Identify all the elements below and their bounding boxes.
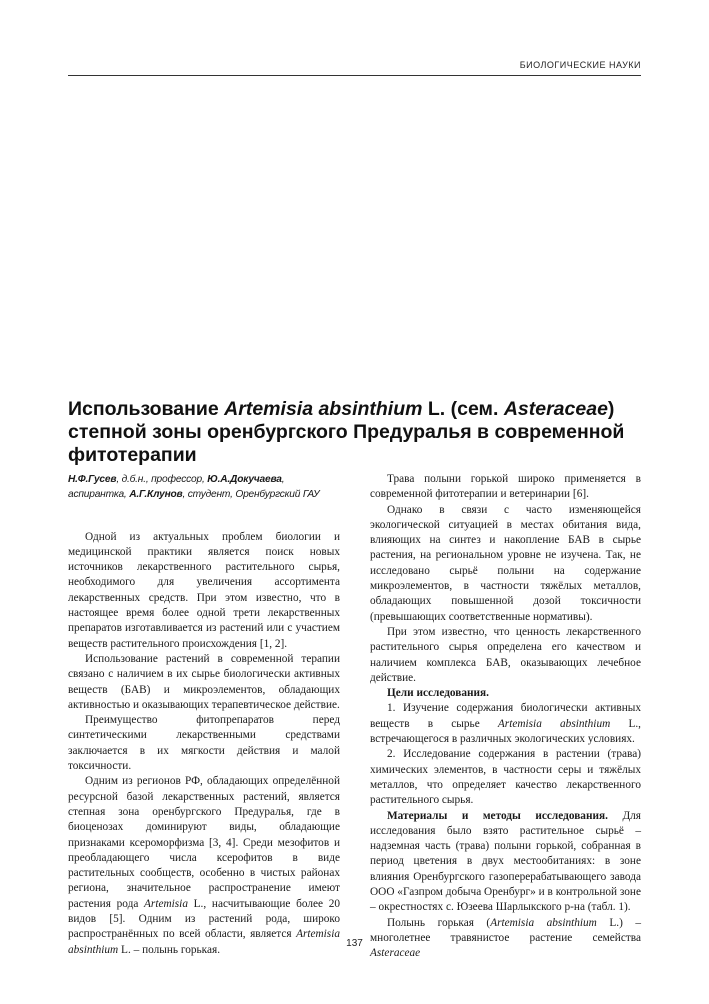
goal-item: 2. Исследование содержания в растении (трава) химических элементов, в частности серы и тяжёлых металлов, что определяет качество лекарственного растительного сырья. <box>370 748 641 807</box>
italic-term: Artemisia absinthium <box>68 928 340 956</box>
paragraph: Преимущество фитопрепаратов перед синтетическими лекарственными средствами заключается в их мягкости действия и малой токсичности. <box>68 714 340 773</box>
paragraph-text: L. – полынь горькая. <box>118 943 221 956</box>
section-label: БИОЛОГИЧЕСКИЕ НАУКИ <box>519 60 641 70</box>
page-number: 137 <box>346 938 363 949</box>
article-title <box>68 398 641 467</box>
paragraph-text: L., насчитывающие более 20 видов [5]. Одним из растений рода, широко распространённых по всей области, является <box>68 897 340 941</box>
right-column <box>370 472 641 962</box>
paragraph-text: Одним из регионов РФ, обладающих определённой ресурсной базой лекарственных растений, является степная зона оренбургского Предуралья, где в биоценозах доминируют виды, обладающие признаками ксероморфизма [3, 4]. Среди мезофитов и преобладающего числа ксерофитов в виде растительных сообществ, особенно в чистых районах региона, значительное распространение имеют растения рода <box>68 775 340 910</box>
methods-paragraph <box>370 809 641 916</box>
title-species-italic: Artemisia absinthium <box>224 398 423 420</box>
title-family-italic: Asteraceae <box>503 398 608 420</box>
author-name: А.Г.Клунов <box>129 489 183 501</box>
authors-line <box>68 472 340 503</box>
header-rule <box>68 75 641 76</box>
paragraph-text: 1. Изучение содержания биологически активных веществ в сырье <box>370 702 641 730</box>
author-name: Н.Ф.Гусев <box>68 474 117 485</box>
paragraph: Использование растений в современной терапии связано с наличием в их сырье биологически активных веществ (БАВ) и микроэлементов, обладающих активностью и оказывающих терапевтическое действие. <box>68 652 340 711</box>
italic-term: Artemisia <box>144 897 188 910</box>
author-affiliation: , д.б.н., профессор, <box>116 474 208 485</box>
author-affiliation: , студент, Оренбургский ГАУ <box>182 489 320 501</box>
title-text: L. (сем. <box>422 398 504 420</box>
italic-term: Asteraceae <box>370 947 421 960</box>
author-affiliation: , аспирантка, <box>68 474 285 501</box>
paragraph: При этом известно, что ценность лекарственного растительного сырья определена его качеством и наличием комплекса БАВ, оказывающих лечебное действие. <box>370 625 641 684</box>
paragraph-text: Для исследования было взято растительное сырьё – надземная часть (трава) полыни горькой, собранная в период цветения в двух местообитаниях: в зоне влияния Оренбургского газоперерабатывающего завода ООО «Газпром добыча Оренбург» и в контрольной зоне – окрестностях с. Юзеева Шарлыкского р-на (табл. 1). <box>370 809 641 914</box>
title-text: Использование <box>68 398 225 420</box>
paragraph: Трава полыни горькой широко применяется в современной фитотерапии и ветеринарии [6]. <box>370 473 641 501</box>
title-text: ) степной зоны оренбургского Предуралья в современной фитотерапии <box>68 398 625 466</box>
author-name: Ю.А.Докучаева <box>207 474 282 485</box>
left-column <box>68 472 340 958</box>
italic-term: Artemisia absinthium <box>490 916 597 929</box>
paragraph-text: Полынь горькая ( <box>387 916 491 929</box>
paragraph-text: L., встречающегося в различных экологических условиях. <box>370 717 641 746</box>
paragraph: Однако в связи с часто изменяющейся экологической ситуацией в местах обитания вида, влияющих на синтез и накопление БАВ в сырье растения, на региональном уровне не изучена. Так, не исследовано сырьё полыни на содержание микроэлементов, в частности тяжёлых металлов, обладающих повышенной дозой токсичности (превышающих соответственные нормативы). <box>370 503 641 623</box>
methods-heading: Материалы и методы исследования. <box>387 809 608 822</box>
paragraph <box>68 774 340 958</box>
paragraph: Одной из актуальных проблем биологии и медицинской практики является поиск новых источников лекарственного растительного сырья, необходимого для увеличения ассортимента лекарственных средств. При этом известно, что в настоящее время более одной трети лекарственных препаратов изготавливается из растений или с участием веществ растительного происхождения [1, 2]. <box>68 530 340 650</box>
italic-term: Artemisia absinthium <box>497 717 611 730</box>
goal-item <box>370 701 641 747</box>
paragraph-text: L.) – многолетнее травянистое растение семейства <box>370 916 641 944</box>
goals-heading: Цели исследования. <box>387 687 489 700</box>
